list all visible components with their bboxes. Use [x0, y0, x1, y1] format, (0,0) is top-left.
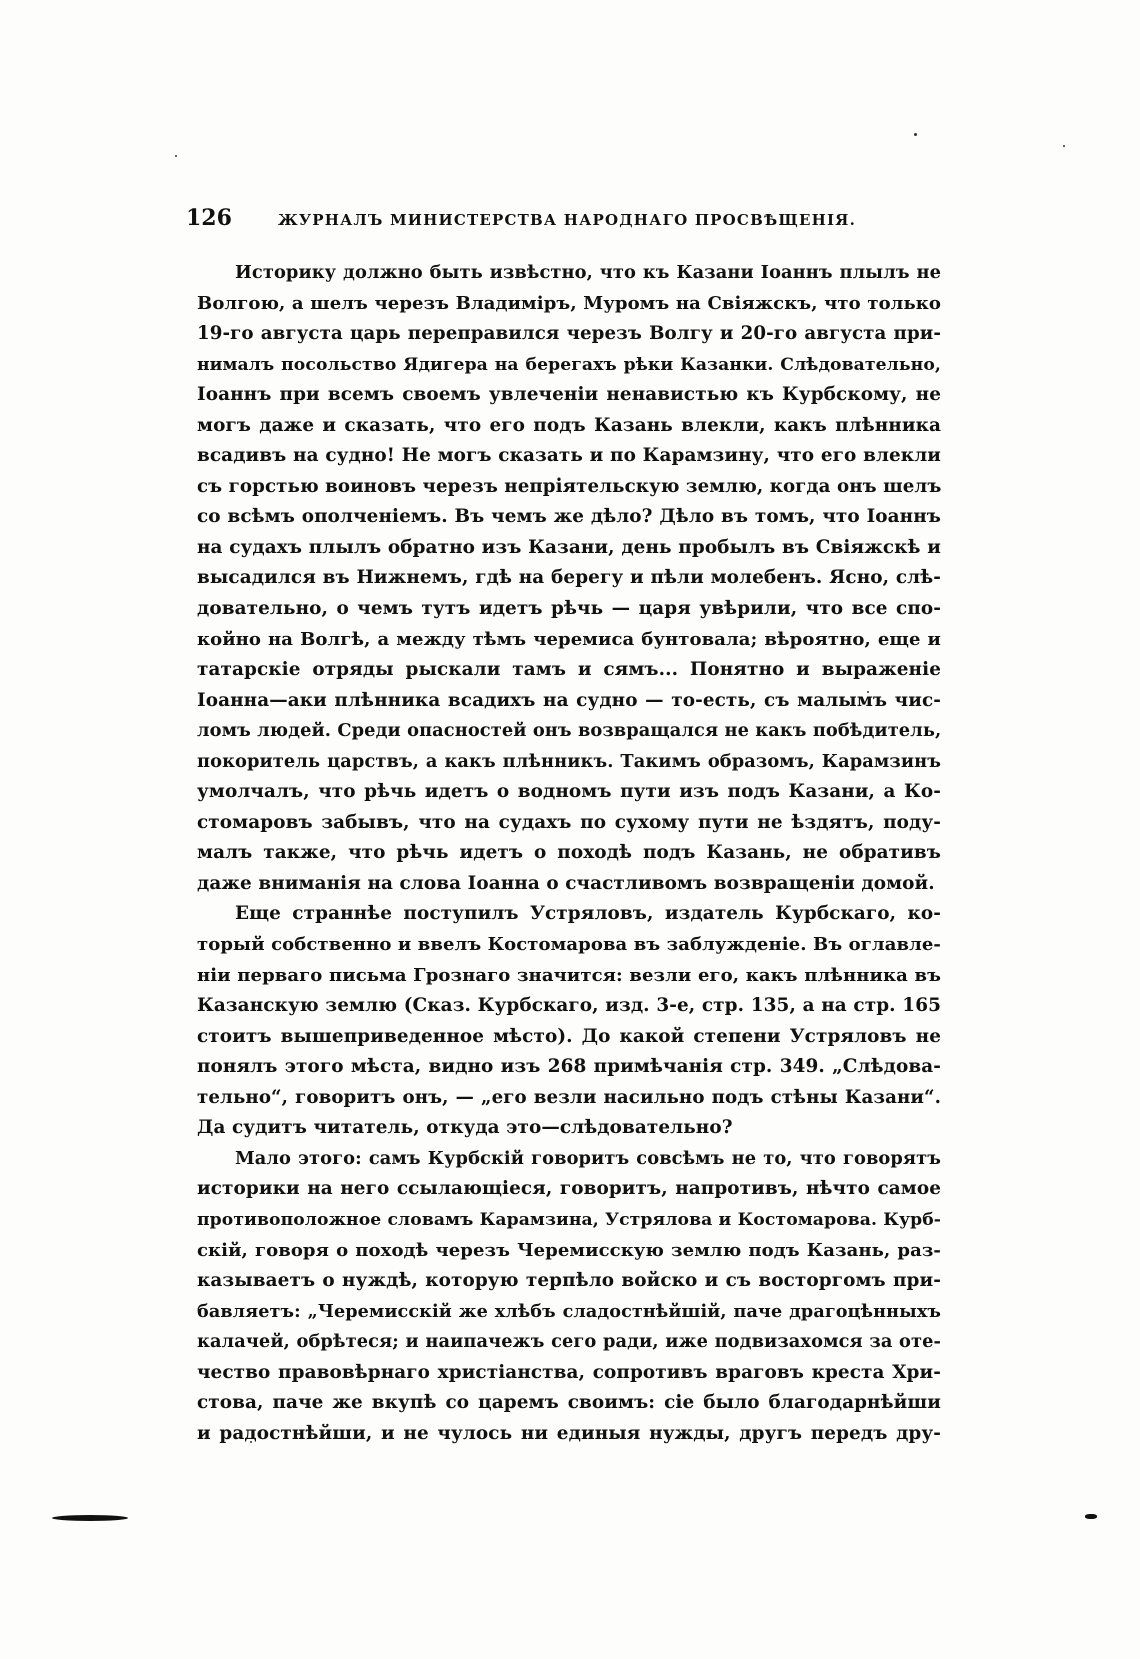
text-line: ломъ людей. Среди опасностей онъ возвращался не какъ побѣдитель, [197, 720, 942, 742]
text-line: покоритель царствъ, а какъ плѣнникъ. Такимъ образомъ, Карамзинъ [197, 750, 941, 772]
text-line: койно на Волгѣ, а между тѣмъ черемиса бунтовала; вѣроятно, еще и [197, 628, 941, 650]
text-line: ніи перваго письма Грознаго значится: везли его, какъ плѣнника въ [197, 964, 941, 986]
text-line: могъ даже и сказать, что его подъ Казань влекли, какъ плѣнника [197, 414, 941, 436]
text-line: противоположное словамъ Карамзина, Устрялова и Костомарова. Курб- [197, 1209, 941, 1230]
text-line: со всѣмъ ополченіемъ. Въ чемъ же дѣло? Дѣло въ томъ, что Іоаннъ [197, 506, 941, 528]
text-line: Іоаннъ при всемъ своемъ увлеченіи ненавистью къ Курбскому, не [197, 384, 941, 406]
text-line: скій, говоря о походѣ черезъ Черемисскую землю подъ Казань, раз- [197, 1239, 941, 1261]
text-line: Еще страннѣе поступилъ Устряловъ, издатель Курбскаго, ко- [235, 903, 941, 925]
text-line: даже вниманія на слова Іоанна о счастливомъ возвращеніи домой. [197, 872, 935, 894]
text-line: и радостнѣйши, и не чулось ни единыя нужды, другъ передъ дру- [197, 1422, 941, 1444]
journal-title: ЖУРНАЛЪ МИНИСТЕРСТВА НАРОДНАГО ПРОСВѢЩЕНІЯ. [278, 211, 857, 229]
text-line: Волгою, а шелъ черезъ Владиміръ, Муромъ на Свіяжскъ, что только [197, 292, 941, 314]
paper-speck [175, 155, 177, 157]
text-line: чество правовѣрнаго христіанства, сопротивъ враговъ креста Хри- [197, 1361, 941, 1383]
text-line: понялъ этого мѣста, видно изъ 268 примѣчанія стр. 349. „Слѣдова- [197, 1056, 941, 1078]
text-line: татарскіе отряды рыскали тамъ и сямъ... Понятно и выраженіе [197, 659, 941, 681]
scan-edge-mark [52, 1515, 128, 1521]
text-line: довательно, о чемъ тутъ идетъ рѣчь — царя увѣрили, что все спо- [197, 598, 941, 620]
text-line: на судахъ плылъ обратно изъ Казани, день пробылъ въ Свіяжскѣ и [197, 536, 941, 558]
text-line: историки на него ссылающіеся, говоритъ, напротивъ, нѣчто самое [197, 1178, 941, 1200]
text-line: съ горстью воиновъ черезъ непріятельскую землю, когда онъ шелъ [197, 475, 942, 497]
body-text [197, 258, 941, 1449]
text-line: тельно“, говоритъ онъ, — „его везли насильно подъ стѣны Казани“. [197, 1086, 941, 1108]
text-line: всадивъ на судно! Не могъ сказать и по Карамзину, что его влекли [197, 445, 941, 467]
text-line: нималъ посольство Ядигера на берегахъ рѣки Казанки. Слѣдовательно, [197, 354, 941, 375]
text-line: Да судитъ читатель, откуда это—слѣдовательно? [197, 1117, 733, 1139]
text-line: 19-го августа царь переправился черезъ Волгу и 20-го августа при- [197, 323, 941, 345]
scan-edge-mark [1085, 1514, 1097, 1519]
page-number: 126 [186, 205, 232, 231]
text-line: калачей, обрѣтеся; и наипачежъ сего ради, иже подвизахомся за оте- [197, 1331, 941, 1353]
running-head [186, 205, 938, 241]
paper-speck [914, 133, 917, 136]
text-line: Историку должно быть извѣстно, что къ Казани Іоаннъ плылъ не [235, 262, 941, 283]
text-line: умолчалъ, что рѣчь идетъ о водномъ пути изъ подъ Казани, а Ко- [197, 781, 941, 803]
text-line: казываетъ о нуждѣ, которую терпѣло войско и съ восторгомъ при- [197, 1270, 941, 1292]
text-line: Мало этого: самъ Курбскій говоритъ совсѣмъ не то, что говорятъ [235, 1147, 941, 1169]
paper-speck [1063, 145, 1065, 147]
text-line: стомаровъ забывъ, что на судахъ по сухому пути не ѣздятъ, поду- [197, 811, 941, 833]
text-line: малъ также, что рѣчь идетъ о походѣ подъ Казань, не обративъ [197, 842, 941, 864]
text-line: Іоанна—аки плѣнника всадихъ на судно — то-есть, съ малымъ чис- [197, 689, 941, 711]
text-line: торый собственно и ввелъ Костомарова въ заблужденіе. Въ оглавле- [197, 934, 941, 956]
text-line: стова, паче же вкупѣ со царемъ своимъ: сіе было благодарнѣйши [197, 1392, 941, 1414]
text-line: стоитъ вышеприведенное мѣсто). До какой степени Устряловъ не [197, 1025, 941, 1047]
text-line: бавляетъ: „Черемисскій же хлѣбъ сладостнѣйшій, паче драгоцѣнныхъ [197, 1300, 941, 1322]
text-line: Казанскую землю (Сказ. Курбскаго, изд. 3-е, стр. 135, а на стр. 165 [197, 995, 941, 1017]
text-line: высадился въ Нижнемъ, гдѣ на берегу и пѣли молебенъ. Ясно, слѣ- [197, 567, 941, 589]
